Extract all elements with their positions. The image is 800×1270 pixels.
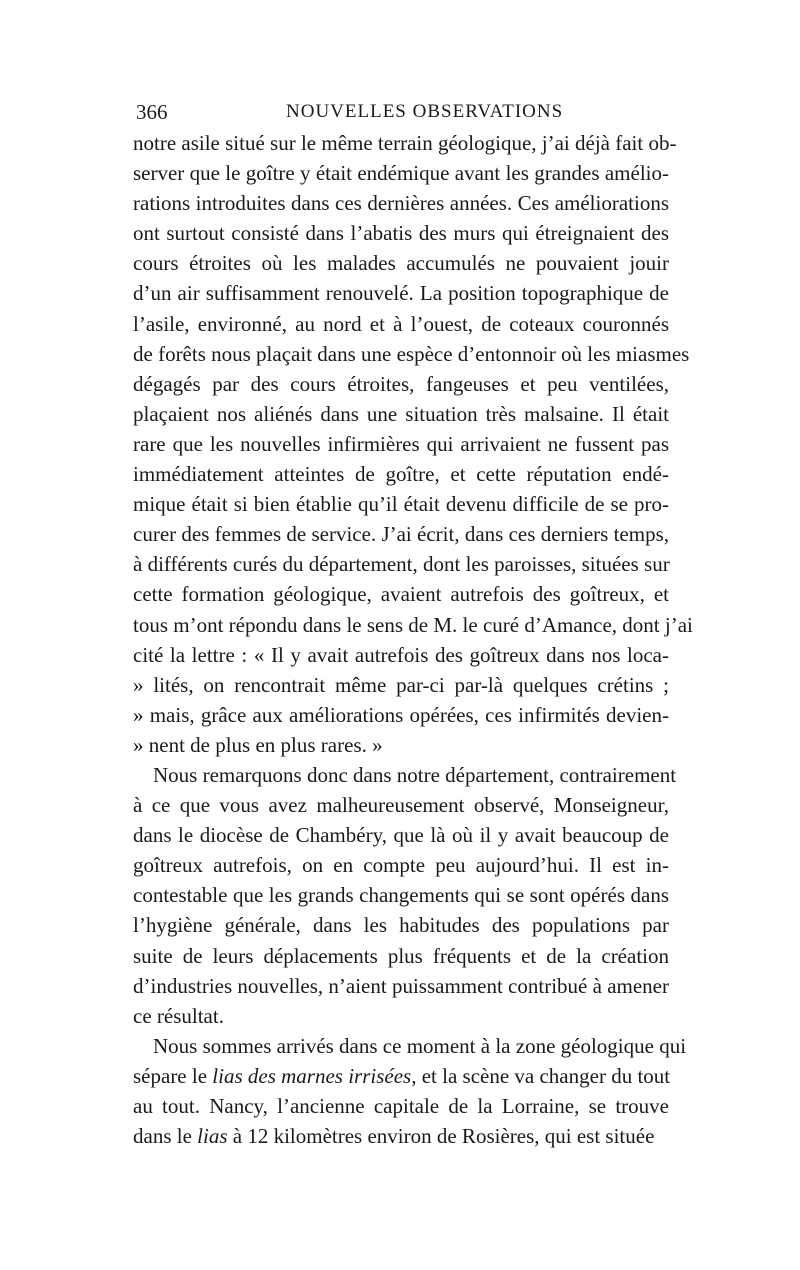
page-header — [136, 97, 661, 127]
text-line: cette formation géologique, avaient autrefois des goîtreux, et — [133, 582, 669, 607]
paragraph — [133, 760, 677, 1031]
text-line: notre asile situé sur le même terrain géologique, j’ai déjà fait ob- — [133, 131, 677, 155]
text-line: sépare le lias des marnes irrisées, et la scène va changer du tout — [133, 1063, 671, 1088]
text-line: server que le goître y était endémique avant les grandes amélio- — [133, 161, 669, 186]
text-line: Nous sommes arrivés dans ce moment à la zone géologique qui — [153, 1033, 687, 1058]
text-line: l’asile, environné, au nord et à l’ouest, de coteaux couronnés — [133, 311, 669, 336]
text-line: de forêts nous plaçait dans une espèce d’entonnoir où les miasmes — [133, 341, 690, 366]
text-line: dans le diocèse de Chambéry, que là où il y avait beaucoup de — [133, 823, 669, 848]
text-line: mique était si bien établie qu’il était devenu difficile de se pro- — [133, 492, 669, 517]
text-line: cité la lettre : « Il y avait autrefois des goîtreux dans nos loca- — [133, 642, 669, 667]
text-line: » nent de plus en plus rares. » — [133, 732, 383, 757]
text-line: » lités, on rencontrait même par-ci par-là quelques crétins ; — [133, 672, 669, 697]
text-line: suite de leurs déplacements plus fréquents et de la création — [133, 943, 669, 968]
text-line: dans le lias à 12 kilomètres environ de Rosières, qui est située — [133, 1124, 655, 1149]
text-line: curer des femmes de service. J’ai écrit, dans ces derniers temps, — [133, 522, 669, 547]
text-line: contestable que les grands changements qui se sont opérés dans — [133, 883, 669, 908]
text-line: Nous remarquons donc dans notre département, contrairement — [153, 762, 677, 787]
text-line: cours étroites où les malades accumulés ne pouvaient jouir — [133, 251, 669, 276]
text-line: immédiatement atteintes de goître, et cette réputation endé- — [133, 462, 669, 487]
text-line: ce résultat. — [133, 1003, 224, 1028]
text-line: » mais, grâce aux améliorations opérées, ces infirmités devien- — [133, 702, 669, 727]
text-line: au tout. Nancy, l’ancienne capitale de la Lorraine, se trouve — [133, 1094, 669, 1118]
text-line: plaçaient nos aliénés dans une situation très malsaine. Il était — [133, 401, 669, 426]
running-title: NOUVELLES OBSERVATIONS — [286, 101, 564, 122]
text-line: goîtreux autrefois, on en compte peu aujourd’hui. Il est in- — [133, 853, 669, 878]
text-line: rations introduites dans ces dernières années. Ces améliorations — [133, 191, 669, 216]
text-line: tous m’ont répondu dans le sens de M. le curé d’Amance, dont j’ai — [133, 612, 693, 637]
paragraph — [133, 128, 693, 760]
text-line: ont surtout consisté dans l’abatis des murs qui étreignaient des — [133, 221, 669, 246]
text-line: à ce que vous avez malheureusement observé, Monseigneur, — [133, 793, 669, 818]
text-line: d’industries nouvelles, n’aient puissamment contribué à amener — [133, 973, 669, 998]
body-text — [133, 128, 693, 1151]
text-line: l’hygiène générale, dans les habitudes des populations par — [133, 913, 669, 938]
text-line: dégagés par des cours étroites, fangeuses et peu ventilées, — [133, 371, 669, 396]
paragraph — [133, 1031, 687, 1151]
text-line: à différents curés du département, dont les paroisses, situées sur — [133, 552, 670, 577]
page-number: 366 — [136, 100, 168, 124]
text-line: rare que les nouvelles infirmières qui arrivaient ne fussent pas — [133, 431, 669, 456]
text-line: d’un air suffisamment renouvelé. La position topographique de — [133, 281, 669, 306]
